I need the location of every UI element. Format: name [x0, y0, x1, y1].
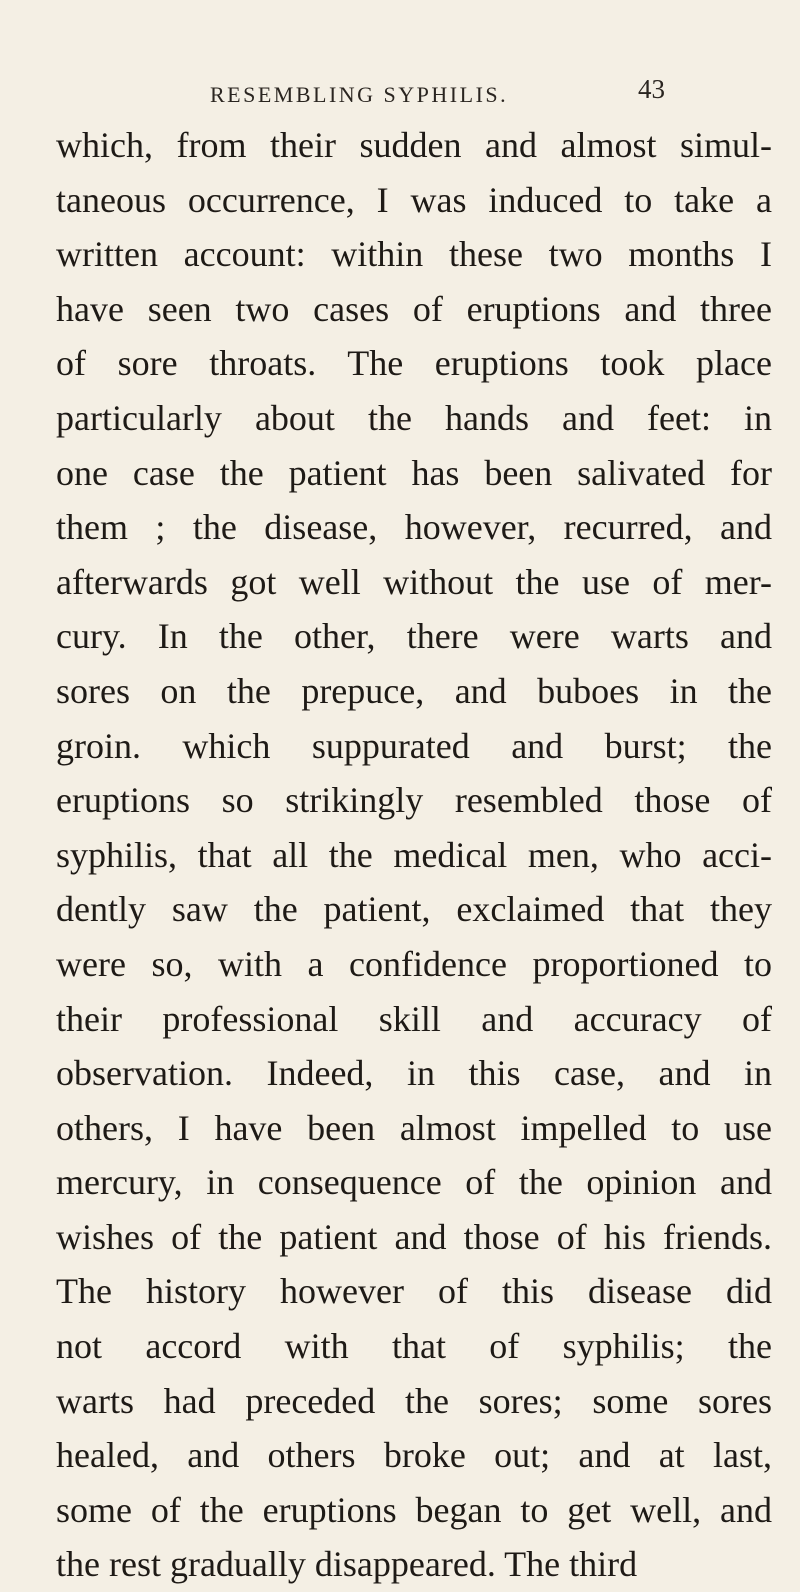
text-line: the rest gradually disappeared. The third [56, 1544, 638, 1585]
text-line: one case the patient has been salivated for [56, 452, 772, 493]
text-line: syphilis, that all the medical men, who acci- [56, 834, 772, 875]
text-line: were so, with a confidence proportioned to [56, 943, 772, 984]
text-line: written account: within these two months I [56, 234, 772, 275]
text-line: sores on the prepuce, and buboes in the [56, 670, 772, 711]
text-line: observation. Indeed, in this case, and in [56, 1053, 772, 1094]
body-text [56, 118, 772, 1592]
text-line: particularly about the hands and feet: in [56, 397, 772, 438]
text-line: of sore throats. The eruptions took place [56, 343, 772, 384]
text-line: some of the eruptions began to get well, and [56, 1489, 772, 1530]
text-line: mercury, in consequence of the opinion and [56, 1162, 772, 1203]
text-line: afterwards got well without the use of mer- [56, 561, 772, 602]
text-line: warts had preceded the sores; some sores [56, 1380, 772, 1421]
text-line: have seen two cases of eruptions and three [56, 288, 772, 329]
text-line: The history however of this disease did [56, 1271, 772, 1312]
text-line: others, I have been almost impelled to use [56, 1107, 772, 1148]
text-line: their professional skill and accuracy of [56, 998, 772, 1039]
text-line: cury. In the other, there were warts and [56, 616, 772, 657]
text-line: healed, and others broke out; and at last, [56, 1435, 772, 1476]
page-number: 43 [638, 74, 665, 104]
running-head: RESEMBLING SYPHILIS. [210, 82, 509, 107]
text-line: dently saw the patient, exclaimed that they [56, 889, 772, 930]
text-line: groin. which suppurated and burst; the [56, 725, 772, 766]
text-line: not accord with that of syphilis; the [56, 1326, 772, 1367]
text-line: which, from their sudden and almost simul- [56, 125, 772, 165]
text-line: eruptions so strikingly resembled those of [56, 780, 772, 821]
text-line: taneous occurrence, I was induced to take a [56, 179, 772, 220]
text-line: them ; the disease, however, recurred, and [56, 507, 772, 548]
text-line: wishes of the patient and those of his friends. [56, 1216, 772, 1257]
